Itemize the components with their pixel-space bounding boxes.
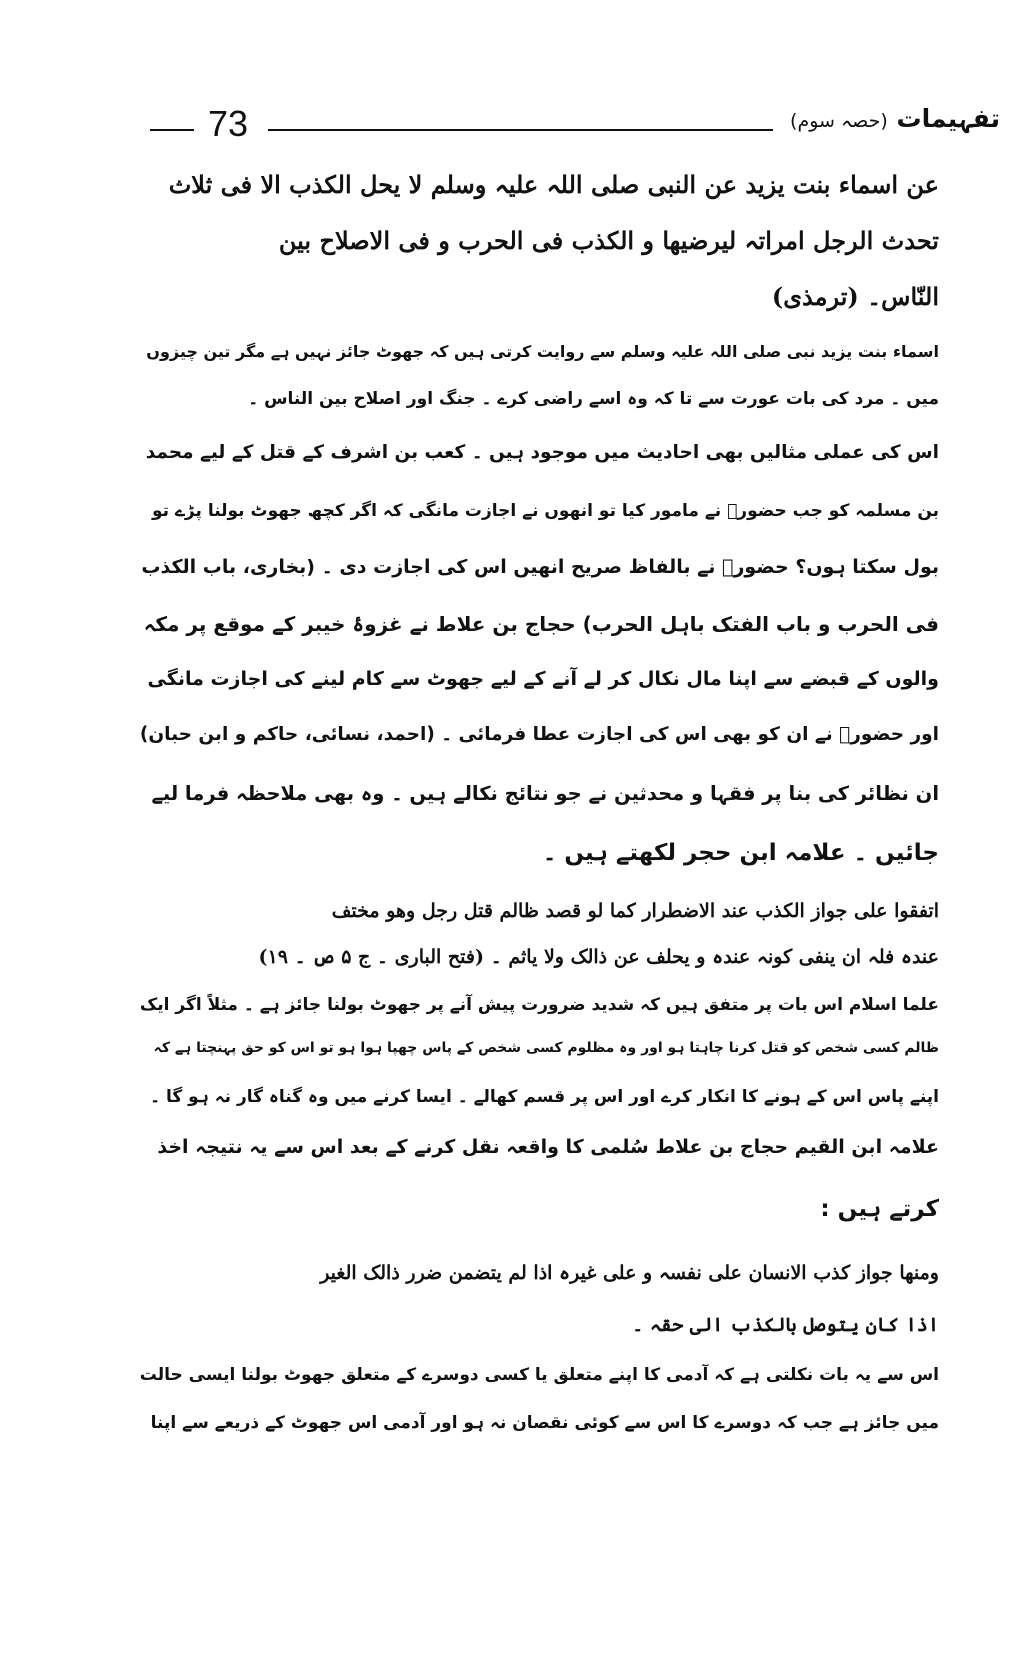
quote-line-2: عندہ فلہ ان ینفی کونہ عندہ و یحلف عن ذالک ولا یاثم ۔ (فتح الباری ۔ ج ۵ ص ۔ ۱۹) xyxy=(258,946,939,968)
header-rule xyxy=(268,129,773,131)
book-title xyxy=(790,104,1000,133)
body-line-8: جائیں ۔ علامہ ابن حجر لکھتے ہیں ۔ xyxy=(542,840,939,866)
hadith-line-2: تحدث الرجل امراتہ لیرضیھا و الکذب فی الحرب و فی الاصلاح بین xyxy=(278,226,939,255)
explain-line-4: اس سے یہ بات نکلتی ہے کہ آدمی کا اپنے متعلق یا کسی دوسرے کے متعلق جھوٹ بولنا ایسی حالت xyxy=(139,1365,939,1385)
hadith-line-1: عن اسماء بنت یزید عن النبی صلی اللہ علیہ وسلم لا یحل الکذب الا فی ثلاث xyxy=(168,170,939,199)
explain-line-3: اپنے پاس اس کے ہونے کا انکار کرے اور اس پر قسم کھالے ۔ ایسا کرنے میں وہ گناہ گار نہ ہو گا ۔ xyxy=(150,1087,939,1107)
body-line-1: اس کی عملی مثالیں بھی احادیث میں موجود ہیں ۔ کعب بن اشرف کے قتل کے لیے محمد xyxy=(145,442,939,463)
body-line-3: بول سکتا ہوں؟ حضورؐ نے بالفاظ صریح انھیں اس کی اجازت دی ۔ (بخاری، باب الکذب xyxy=(141,556,939,578)
explain-line-5: میں جائز ہے جب کہ دوسرے کا اس سے کوئی نقصان نہ ہو اور آدمی اس جھوٹ کے ذریعے سے اپنا xyxy=(150,1413,939,1433)
quote-line-1: اتفقوا علی جواز الکذب عند الاضطرار کما لو قصد ظالم قتل رجل وھو مختف xyxy=(331,900,939,922)
hadith-line-3: النّاس۔ (ترمذی) xyxy=(771,282,939,311)
book-title-text: تفہیمات xyxy=(896,104,1000,133)
book-part: (حصہ سوم) xyxy=(790,110,888,132)
body-line-2: بن مسلمہ کو جب حضورؐ نے مامور کیا تو انھوں نے اجازت مانگی کہ اگر کچھ جھوٹ بولنا پڑے تو xyxy=(152,501,939,521)
body-line-6: اور حضورؐ نے ان کو بھی اس کی اجازت عطا فرمائی ۔ (احمد، نسائی، حاکم و ابن حبان) xyxy=(139,724,939,745)
quote-line-3: ومنھا جواز کذب الانسان علی نفسہ و علی غیرہ اذا لم یتضمن ضرر ذالک الغیر xyxy=(320,1262,939,1284)
explain-line-1: علما اسلام اس بات پر متفق ہیں کہ شدید ضرورت پیش آنے پر جھوٹ بولنا جائز ہے ۔ مثلاً اگر ایک xyxy=(139,995,939,1015)
translation-line-2: میں ۔ مرد کی بات عورت سے تا کہ وہ اسے راضی کرے ۔ جنگ اور اصلاح بین الناس ۔ xyxy=(248,389,939,409)
header-dash xyxy=(150,129,194,131)
body-line-7: ان نظائر کی بنا پر فقہا و محدثین نے جو نتائج نکالے ہیں ۔ وہ بھی ملاحظہ فرما لیے xyxy=(151,782,939,805)
explain-line-2: ظالم کسی شخص کو قتل کرنا چاہتا ہو اور وہ مظلوم کسی شخص کے پاس چھپا ہوا ہو تو اس کو حق پہنچتا ہے کہ xyxy=(153,1040,939,1056)
translation-line-1: اسماء بنت یزید نبی صلی اللہ علیہ وسلم سے روایت کرتی ہیں کہ جھوٹ جائز نہیں ہے مگر تین چیزوں xyxy=(146,342,939,361)
body-line-10: کرتے ہیں : xyxy=(820,1196,939,1222)
page-header xyxy=(140,100,1000,152)
quote-line-4: اذا کان یتوصل بالکذب الی حقہ ۔ xyxy=(632,1314,939,1336)
body-line-5: والوں کے قبضے سے اپنا مال نکال کر لے آنے کے لیے جھوٹ سے کام لینے کی اجازت مانگی xyxy=(147,668,939,690)
body-line-9: علامہ ابن القیم حجاج بن علاط سُلمی کا واقعہ نقل کرنے کے بعد اس سے یہ نتیجہ اخذ xyxy=(157,1136,939,1158)
page-number: 73 xyxy=(208,103,249,144)
body-line-4: فی الحرب و باب الفتک باہل الحرب) حجاج بن علاط نے غزوۂ خیبر کے موقع پر مکہ xyxy=(143,612,939,636)
